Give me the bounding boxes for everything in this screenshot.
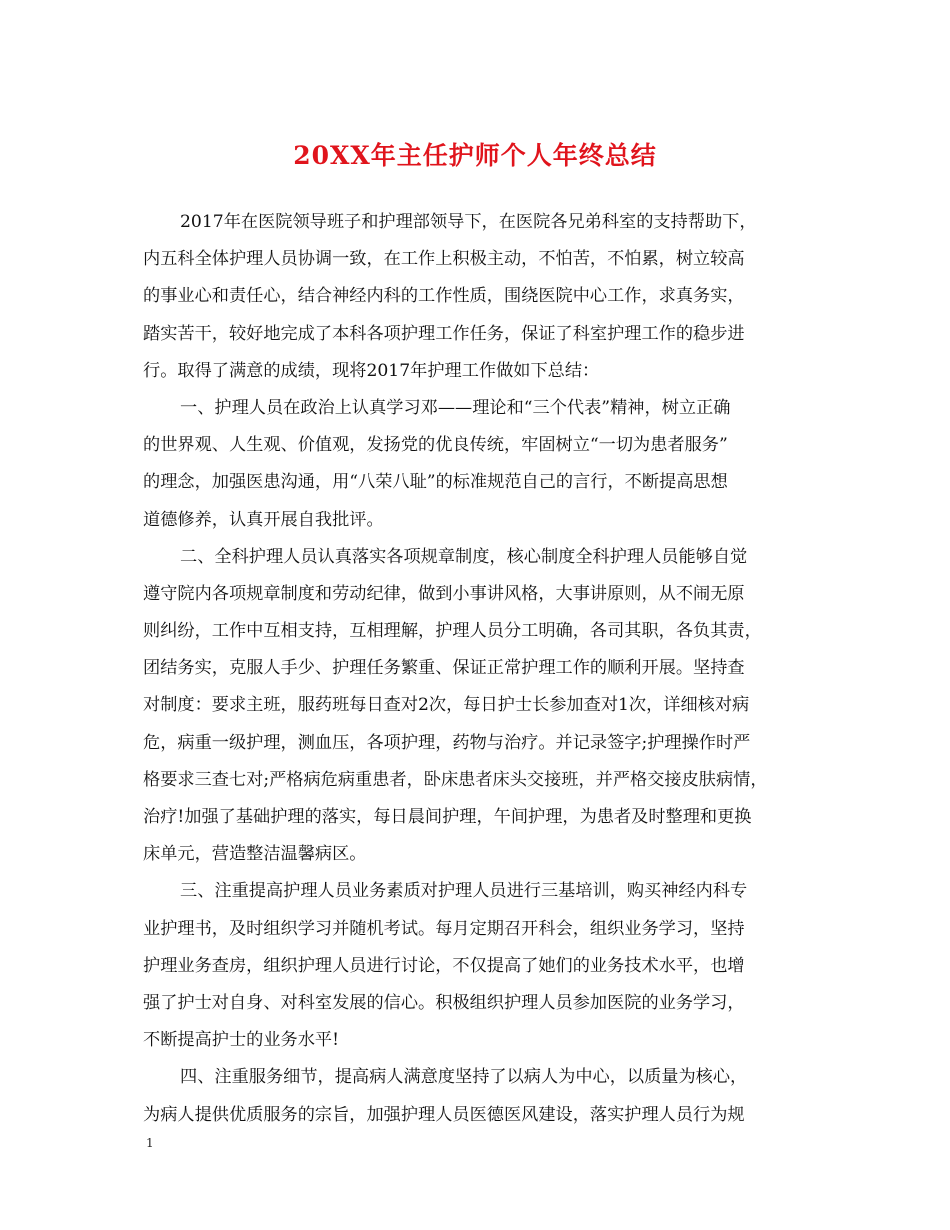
text-line: 内五科全体护理人员协调一致，在工作上积极主动，不怕苦，不怕累，树立较高 [143, 249, 745, 270]
text-line: 遵守院内各项规章制度和劳动纪律，做到小事讲风格，大事讲原则，从不闹无原 [143, 583, 745, 604]
text-line: 2017年在医院领导班子和护理部领导下，在医院各兄弟科室的支持帮助下， [180, 212, 757, 232]
document-body [143, 210, 823, 1140]
text-line: 一、护理人员在政治上认真学习邓——理论和“三个代表”精神，树立正确 [180, 397, 731, 418]
text-line: 团结务实，克服人手少、护理任务繁重、保证正常护理工作的顺利开展。坚持查 [143, 658, 745, 679]
text-line: 的世界观、人生观、价值观，发扬党的优良传统，牢固树立“一切为患者服务” [143, 435, 728, 456]
text-line: 的理念，加强医患沟通，用“八荣八耻”的标准规范自己的言行，不断提高思想 [143, 472, 728, 493]
text-line: 强了护士对自身、对科室发展的信心。积极组织护理人员参加医院的业务学习， [143, 992, 745, 1013]
text-line: 格要求三查七对;严格病危病重患者，卧床患者床头交接班，并严格交接皮肤病情， [143, 769, 768, 790]
text-line: 对制度：要求主班，服药班每日查对2次，每日护士长参加查对1次，详细核对病 [143, 695, 750, 716]
document-title: 20XX年主任护师个人年终总结 [293, 141, 657, 170]
text-line: 则纠纷，工作中互相支持，互相理解，护理人员分工明确，各司其职，各负其责， [143, 621, 762, 642]
text-line: 护理业务查房，组织护理人员进行讨论，不仅提高了她们的业务技术水平，也增 [143, 955, 745, 976]
text-line: 的事业心和责任心，结合神经内科的工作性质，围绕医院中心工作，求真务实， [143, 286, 745, 307]
text-line: 治疗!加强了基础护理的落实，每日晨间护理，午间护理，为患者及时整理和更换 [143, 807, 752, 827]
text-line: 不断提高护士的业务水平! [143, 1030, 339, 1051]
text-line: 床单元，营造整洁温馨病区。 [143, 844, 367, 865]
text-line: 为病人提供优质服务的宗旨，加强护理人员医德医风建设，落实护理人员行为规 [143, 1104, 745, 1125]
text-line: 业护理书，及时组织学习并随机考试。每月定期召开科会，组织业务学习，坚持 [143, 918, 745, 939]
page-number: 1 [146, 1136, 154, 1150]
text-line: 行。取得了满意的成绩，现将2017年护理工作做如下总结： [143, 360, 600, 381]
text-line: 四、注重服务细节，提高病人满意度坚持了以病人为中心，以质量为核心， [180, 1067, 748, 1088]
text-line: 危，病重一级护理，测血压，各项护理，药物与治疗。并记录签字;护理操作时严 [143, 732, 751, 753]
text-line: 二、全科护理人员认真落实各项规章制度，核心制度全科护理人员能够自觉 [180, 546, 748, 567]
text-line: 道德修养，认真开展自我批评。 [143, 509, 384, 530]
text-line: 三、注重提高护理人员业务素质对护理人员进行三基培训，购买神经内科专 [180, 881, 748, 902]
text-line: 踏实苦干，较好地完成了本科各项护理工作任务，保证了科室护理工作的稳步进 [143, 323, 745, 344]
